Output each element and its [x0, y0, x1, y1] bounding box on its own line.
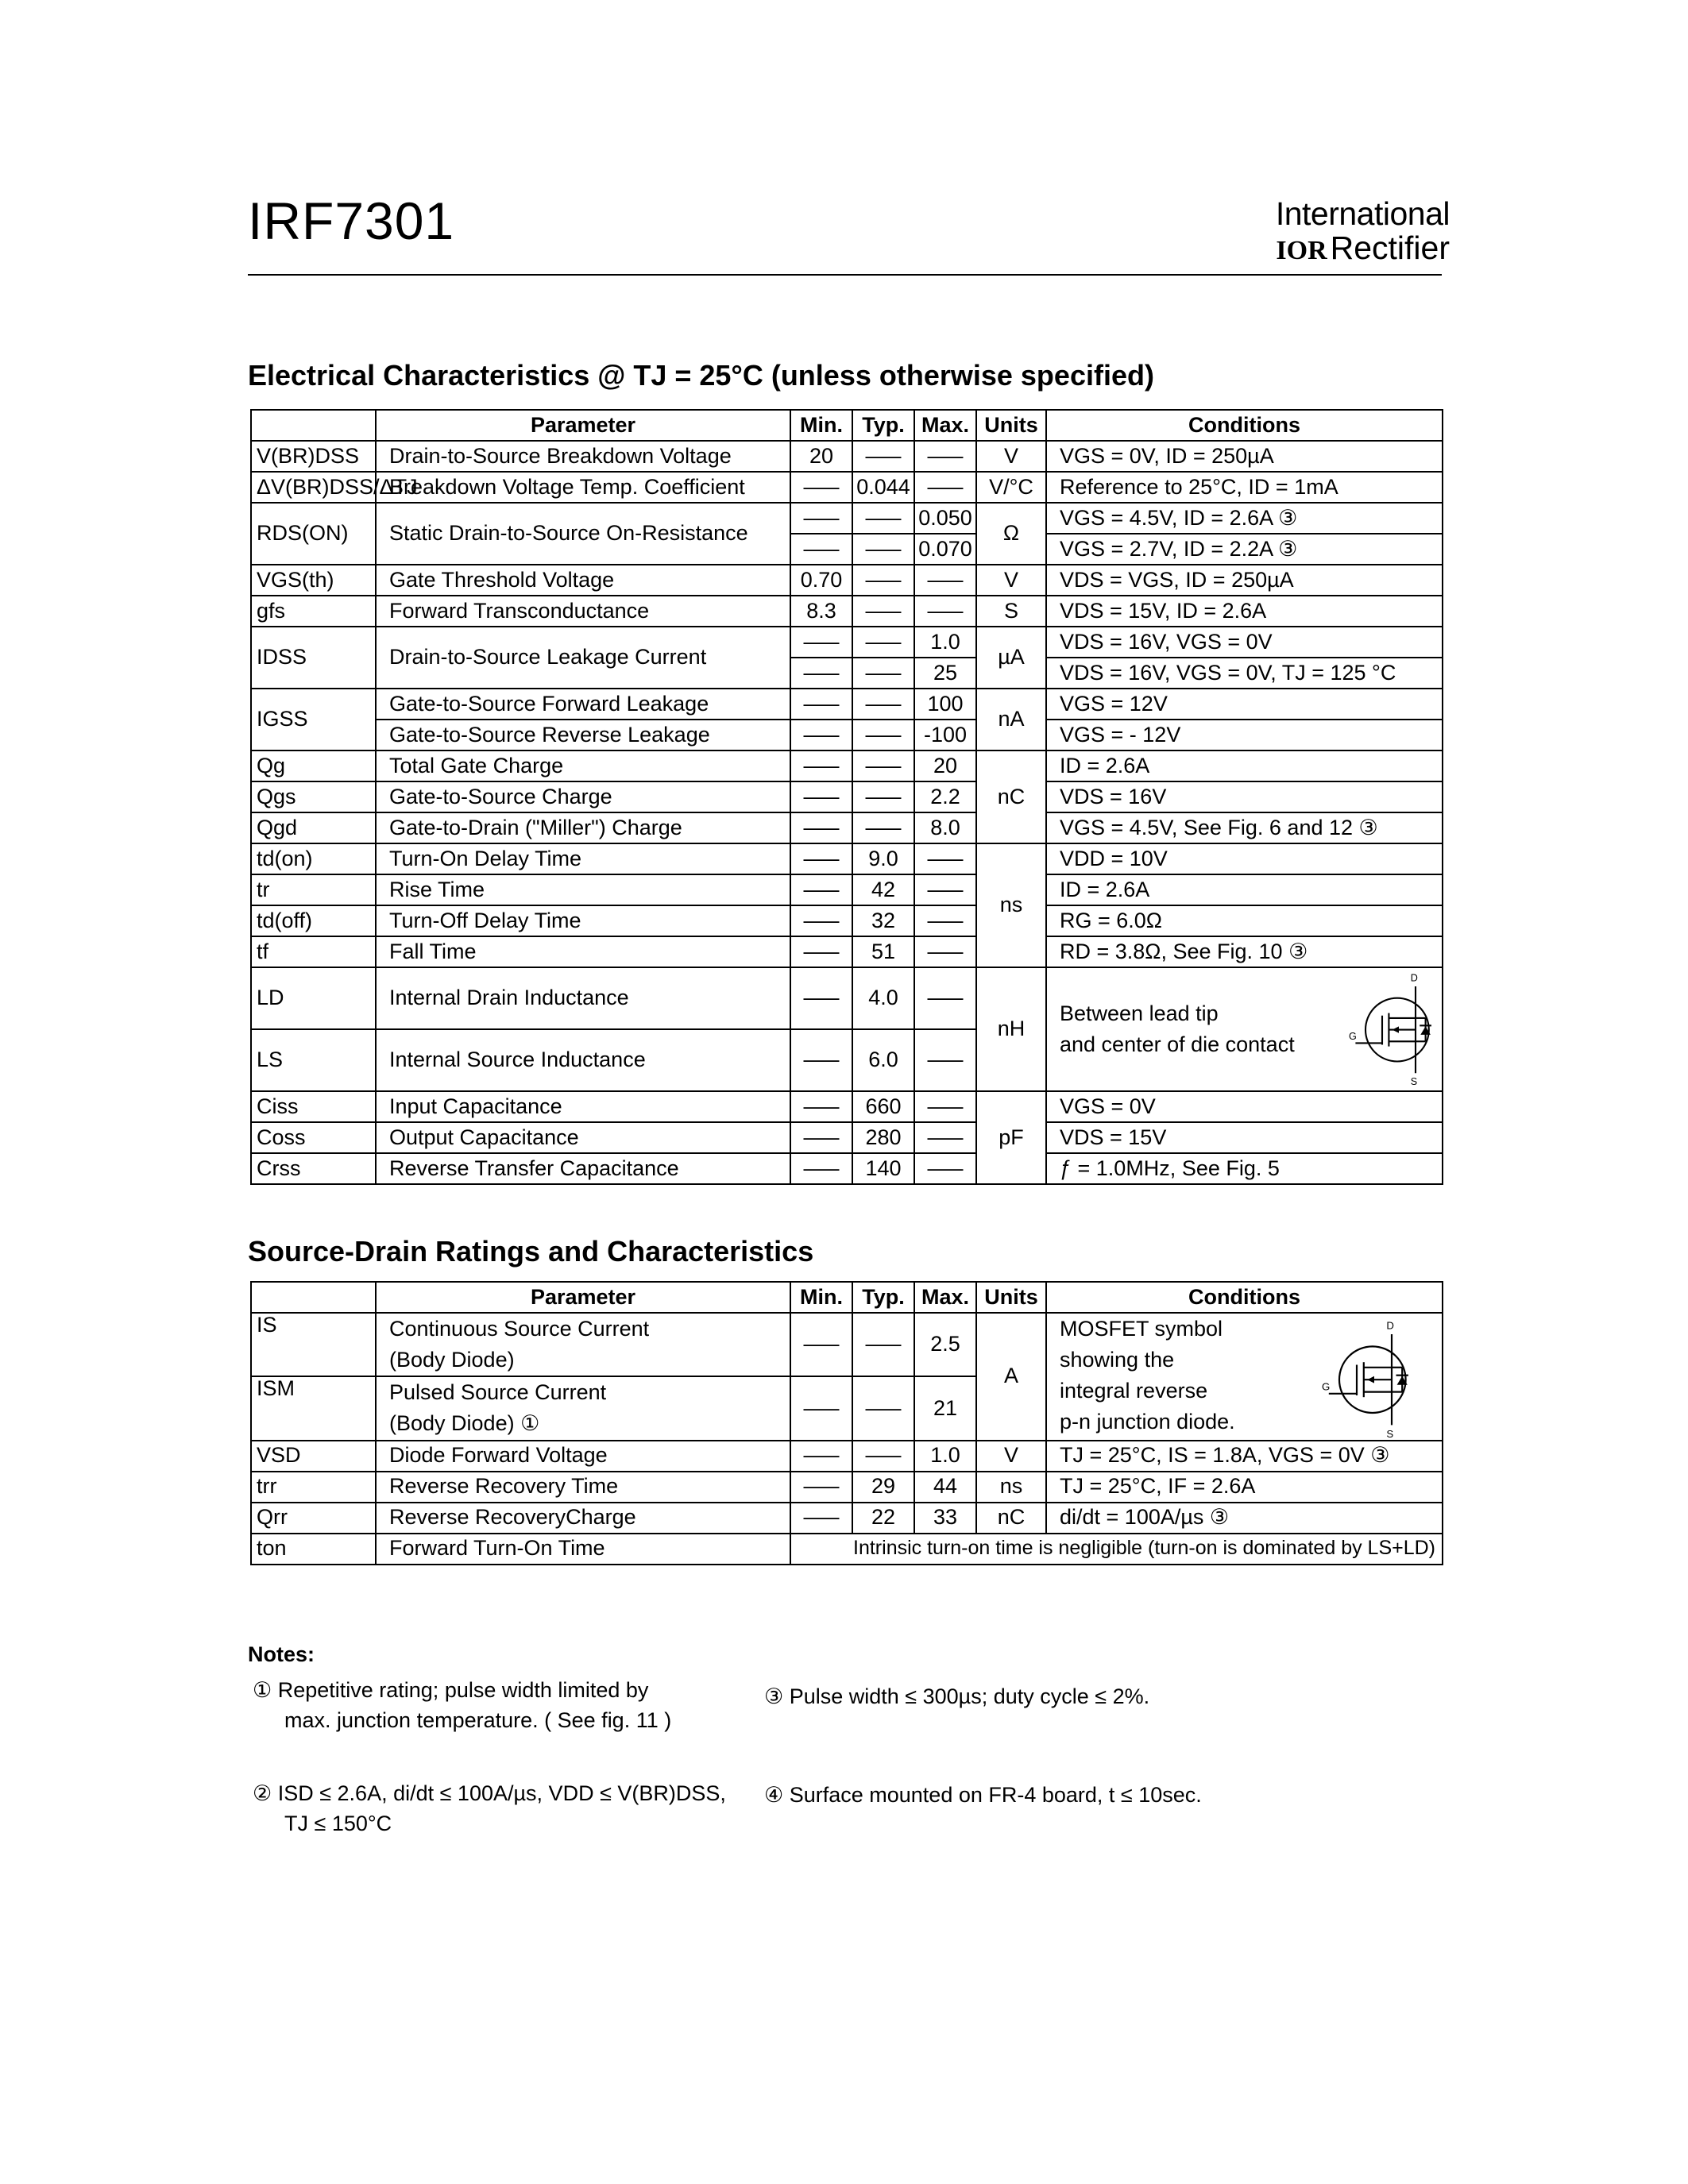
min-cell: ––– [790, 874, 852, 905]
typ-cell: 42 [852, 874, 914, 905]
max-cell: ––– [914, 441, 976, 472]
max-cell: 21 [914, 1376, 976, 1440]
typ-cell: ––– [852, 1441, 914, 1472]
symbol-cell: IDSS [251, 627, 376, 689]
min-cell: ––– [790, 936, 852, 967]
company-logo [1259, 197, 1450, 265]
table-row [251, 1441, 1443, 1472]
source-drain-table [250, 1281, 1443, 1565]
max-cell: ––– [914, 936, 976, 967]
min-cell: ––– [790, 781, 852, 812]
column-header: Units [976, 410, 1046, 441]
table-row [251, 1534, 1443, 1565]
conditions-cell: VGS = 12V [1046, 689, 1443, 720]
column-header [251, 410, 376, 441]
table-row [251, 905, 1443, 936]
max-cell: 2.2 [914, 781, 976, 812]
mosfet-conditions-line: MOSFET symbol [1060, 1317, 1223, 1341]
symbol-cell: ton [251, 1534, 376, 1565]
table-row [251, 1472, 1443, 1503]
min-cell: ––– [790, 1472, 852, 1503]
typ-cell: ––– [852, 720, 914, 751]
min-cell: ––– [790, 1441, 852, 1472]
table-row [251, 503, 1443, 534]
min-cell: ––– [790, 1122, 852, 1153]
mosfet-conditions-line: integral reverse [1060, 1379, 1208, 1403]
conditions-cell: VDS = 15V [1046, 1122, 1443, 1153]
column-header: Parameter [376, 410, 790, 441]
min-cell: ––– [790, 627, 852, 658]
parameter-cell: Gate-to-Source Forward Leakage [376, 689, 790, 720]
typ-cell: 6.0 [852, 1029, 914, 1091]
svg-text:S: S [1386, 1427, 1394, 1439]
min-cell: 8.3 [790, 596, 852, 627]
table-row [251, 781, 1443, 812]
symbol-cell: Qgd [251, 812, 376, 843]
column-header: Min. [790, 410, 852, 441]
symbol-cell: tr [251, 874, 376, 905]
parameter-cell: Rise Time [376, 874, 790, 905]
typ-cell: ––– [852, 441, 914, 472]
min-cell: ––– [790, 720, 852, 751]
table-row [251, 627, 1443, 658]
parameter-cell: Gate-to-Source Charge [376, 781, 790, 812]
min-cell: ––– [790, 812, 852, 843]
note-1-line-2: max. junction temperature. ( See fig. 11 ) [284, 1707, 672, 1732]
parameter-cell [376, 1376, 790, 1440]
typ-cell: ––– [852, 627, 914, 658]
parameter-cell: Forward Turn-On Time [376, 1534, 790, 1565]
typ-cell: 280 [852, 1122, 914, 1153]
parameter-line-2: (Body Diode) [389, 1348, 515, 1372]
column-header: Parameter [376, 1282, 790, 1313]
max-cell: ––– [914, 843, 976, 874]
parameter-cell: Gate Threshold Voltage [376, 565, 790, 596]
min-cell: 20 [790, 441, 852, 472]
typ-cell: ––– [852, 751, 914, 781]
source-drain-table-body [251, 1282, 1443, 1565]
parameter-line-1: Continuous Source Current [389, 1317, 650, 1341]
conditions-cell: ƒ = 1.0MHz, See Fig. 5 [1046, 1153, 1443, 1184]
units-cell: V/°C [976, 472, 1046, 503]
max-cell: 20 [914, 751, 976, 781]
units-cell: S [976, 596, 1046, 627]
logo-line-2 [1259, 231, 1450, 265]
typ-cell: ––– [852, 658, 914, 689]
max-cell: ––– [914, 967, 976, 1029]
column-header [251, 1282, 376, 1313]
symbol-cell: VGS(th) [251, 565, 376, 596]
min-cell: ––– [790, 658, 852, 689]
conditions-cell: VDD = 10V [1046, 843, 1443, 874]
table-row [251, 843, 1443, 874]
conditions-cell: VGS = 4.5V, See Fig. 6 and 12 ③ [1046, 812, 1443, 843]
min-cell: ––– [790, 534, 852, 565]
max-cell: 100 [914, 689, 976, 720]
parameter-cell: Input Capacitance [376, 1091, 790, 1122]
parameter-cell: Breakdown Voltage Temp. Coefficient [376, 472, 790, 503]
note-1 [253, 1676, 729, 1736]
symbol-cell: RDS(ON) [251, 503, 376, 565]
symbol-cell: trr [251, 1472, 376, 1503]
typ-cell: ––– [852, 1376, 914, 1440]
column-header: Typ. [852, 1282, 914, 1313]
parameter-cell: Reverse Recovery Time [376, 1472, 790, 1503]
parameter-cell: Turn-On Delay Time [376, 843, 790, 874]
table-row [251, 812, 1443, 843]
symbol-cell: Coss [251, 1122, 376, 1153]
typ-cell: 29 [852, 1472, 914, 1503]
symbol-cell: Crss [251, 1153, 376, 1184]
typ-cell: 660 [852, 1091, 914, 1122]
units-cell: pF [976, 1091, 1046, 1184]
parameter-cell: Total Gate Charge [376, 751, 790, 781]
units-cell: nA [976, 689, 1046, 751]
symbol-cell: VSD [251, 1441, 376, 1472]
max-cell: 1.0 [914, 627, 976, 658]
max-cell: 25 [914, 658, 976, 689]
table-row [251, 874, 1443, 905]
max-cell: 0.050 [914, 503, 976, 534]
typ-cell: ––– [852, 503, 914, 534]
max-cell: 1.0 [914, 1441, 976, 1472]
units-cell: nC [976, 1503, 1046, 1534]
max-cell: ––– [914, 565, 976, 596]
typ-cell: 22 [852, 1503, 914, 1534]
conditions-cell: VDS = 16V, VGS = 0V, TJ = 125 °C [1046, 658, 1443, 689]
symbol-cell: td(off) [251, 905, 376, 936]
symbol-cell: LS [251, 1029, 376, 1091]
symbol-cell: ΔV(BR)DSS/ΔTJ [251, 472, 376, 503]
max-cell: 33 [914, 1503, 976, 1534]
table-header-row [251, 1282, 1443, 1313]
parameter-cell: Reverse RecoveryCharge [376, 1503, 790, 1534]
symbol-cell: Qgs [251, 781, 376, 812]
min-cell: 0.70 [790, 565, 852, 596]
min-cell: ––– [790, 843, 852, 874]
svg-text:G: G [1322, 1380, 1331, 1393]
typ-cell: 32 [852, 905, 914, 936]
note-2-line-1: ② ISD ≤ 2.6A, di/dt ≤ 100A/µs, VDD ≤ V(BR)DSS, [253, 1781, 726, 1805]
parameter-cell: Turn-Off Delay Time [376, 905, 790, 936]
table-row [251, 1503, 1443, 1534]
typ-cell: 140 [852, 1153, 914, 1184]
typ-cell: ––– [852, 812, 914, 843]
max-cell: ––– [914, 1091, 976, 1122]
conditions-cell: VDS = 16V [1046, 781, 1443, 812]
symbol-cell: ISM [251, 1376, 376, 1440]
max-cell: ––– [914, 874, 976, 905]
typ-cell: 4.0 [852, 967, 914, 1029]
units-cell: Ω [976, 503, 1046, 565]
symbol-cell: IS [251, 1313, 376, 1376]
note-2 [253, 1779, 729, 1839]
min-cell: ––– [790, 1029, 852, 1091]
table-row [251, 472, 1443, 503]
conditions-cell: TJ = 25°C, IS = 1.8A, VGS = 0V ③ [1046, 1441, 1443, 1472]
units-cell: nC [976, 751, 1046, 843]
max-cell: ––– [914, 472, 976, 503]
max-cell: 8.0 [914, 812, 976, 843]
min-cell: ––– [790, 1503, 852, 1534]
parameter-cell: Gate-to-Drain ("Miller") Charge [376, 812, 790, 843]
units-cell: V [976, 565, 1046, 596]
units-cell: V [976, 441, 1046, 472]
conditions-line-1: Between lead tip [1060, 1001, 1219, 1025]
units-cell: V [976, 1441, 1046, 1472]
symbol-cell: LD [251, 967, 376, 1029]
symbol-cell: Qg [251, 751, 376, 781]
typ-cell: ––– [852, 781, 914, 812]
symbol-cell: td(on) [251, 843, 376, 874]
column-header: Conditions [1046, 410, 1443, 441]
table-row [251, 1313, 1443, 1376]
symbol-cell: gfs [251, 596, 376, 627]
table-row [251, 936, 1443, 967]
parameter-cell: Output Capacitance [376, 1122, 790, 1153]
parameter-cell: Fall Time [376, 936, 790, 967]
logo-line-1: International [1275, 195, 1450, 232]
conditions-cell: di/dt = 100A/µs ③ [1046, 1503, 1443, 1534]
source-drain-title: Source-Drain Ratings and Characteristics [248, 1235, 814, 1268]
table-row [251, 1153, 1443, 1184]
table-row [251, 441, 1443, 472]
units-cell: µA [976, 627, 1046, 689]
units-cell: ns [976, 843, 1046, 967]
max-cell: 0.070 [914, 534, 976, 565]
table-row [251, 689, 1443, 720]
column-header: Units [976, 1282, 1046, 1313]
units-cell: nH [976, 967, 1046, 1091]
mosfet-symbol-icon [1349, 970, 1441, 1086]
conditions-cell: VDS = 16V, VGS = 0V [1046, 627, 1443, 658]
notes-title: Notes: [248, 1642, 315, 1666]
mosfet-conditions-line: showing the [1060, 1348, 1175, 1372]
column-header: Conditions [1046, 1282, 1443, 1313]
max-cell: ––– [914, 596, 976, 627]
typ-cell: ––– [852, 534, 914, 565]
parameter-cell: Diode Forward Voltage [376, 1441, 790, 1472]
svg-text:S: S [1410, 1075, 1417, 1086]
conditions-cell: Intrinsic turn-on time is negligible (turn-on is dominated by LS+LD) [790, 1534, 1443, 1565]
conditions-cell: VDS = 15V, ID = 2.6A [1046, 596, 1443, 627]
min-cell: ––– [790, 1313, 852, 1376]
min-cell: ––– [790, 503, 852, 534]
column-header: Max. [914, 410, 976, 441]
conditions-cell: ID = 2.6A [1046, 874, 1443, 905]
parameter-cell: Static Drain-to-Source On-Resistance [376, 503, 790, 565]
conditions-cell: RD = 3.8Ω, See Fig. 10 ③ [1046, 936, 1443, 967]
min-cell: ––– [790, 1091, 852, 1122]
units-cell: A [976, 1313, 1046, 1441]
part-number: IRF7301 [248, 191, 455, 250]
conditions-cell: VGS = 2.7V, ID = 2.2A ③ [1046, 534, 1443, 565]
note-1-line-1: ① Repetitive rating; pulse width limited by [253, 1678, 649, 1702]
mosfet-symbol-wrapper [1322, 1317, 1418, 1445]
column-header: Typ. [852, 410, 914, 441]
max-cell: -100 [914, 720, 976, 751]
mosfet-symbol-icon [1322, 1317, 1418, 1439]
symbol-cell: Ciss [251, 1091, 376, 1122]
mosfet-symbol-wrapper [1349, 970, 1441, 1092]
units-cell: ns [976, 1472, 1046, 1503]
typ-cell: ––– [852, 1313, 914, 1376]
max-cell: 2.5 [914, 1313, 976, 1376]
parameter-line-2: (Body Diode) ① [389, 1411, 540, 1436]
electrical-characteristics-table [250, 409, 1443, 1185]
conditions-cell: RG = 6.0Ω [1046, 905, 1443, 936]
mosfet-conditions-line: p-n junction diode. [1060, 1410, 1235, 1434]
parameter-cell: Internal Drain Inductance [376, 967, 790, 1029]
symbol-cell: tf [251, 936, 376, 967]
conditions-cell: VGS = - 12V [1046, 720, 1443, 751]
note-2-line-2: TJ ≤ 150°C [284, 1811, 392, 1835]
svg-text:D: D [1410, 972, 1418, 984]
max-cell: 44 [914, 1472, 976, 1503]
note-4: ④ Surface mounted on FR-4 board, t ≤ 10sec. [764, 1783, 1202, 1807]
conditions-cell: VGS = 0V [1046, 1091, 1443, 1122]
parameter-cell: Forward Transconductance [376, 596, 790, 627]
parameter-cell: Reverse Transfer Capacitance [376, 1153, 790, 1184]
min-cell: ––– [790, 905, 852, 936]
min-cell: ––– [790, 689, 852, 720]
parameter-cell: Gate-to-Source Reverse Leakage [376, 720, 790, 751]
max-cell: ––– [914, 905, 976, 936]
table-row [251, 751, 1443, 781]
conditions-cell: ID = 2.6A [1046, 751, 1443, 781]
conditions-cell [1046, 1313, 1443, 1441]
note-3: ③ Pulse width ≤ 300µs; duty cycle ≤ 2%. [764, 1684, 1150, 1708]
table-row [251, 720, 1443, 751]
logo-line-2-text: Rectifier [1330, 230, 1450, 267]
parameter-cell [376, 1313, 790, 1376]
table-row [251, 565, 1443, 596]
electrical-characteristics-title: Electrical Characteristics @ TJ = 25°C (unless otherwise specified) [248, 359, 1154, 392]
typ-cell: 51 [852, 936, 914, 967]
table-header-row [251, 410, 1443, 441]
typ-cell: ––– [852, 596, 914, 627]
max-cell: ––– [914, 1029, 976, 1091]
max-cell: ––– [914, 1153, 976, 1184]
parameter-line-1: Pulsed Source Current [389, 1380, 607, 1405]
logo-mark: IOR [1276, 236, 1327, 266]
max-cell: ––– [914, 1122, 976, 1153]
conditions-cell: Reference to 25°C, ID = 1mA [1046, 472, 1443, 503]
svg-text:G: G [1348, 1031, 1357, 1043]
typ-cell: 9.0 [852, 843, 914, 874]
min-cell: ––– [790, 1153, 852, 1184]
header-divider [248, 274, 1442, 276]
typ-cell: ––– [852, 689, 914, 720]
column-header: Max. [914, 1282, 976, 1313]
table-row [251, 1091, 1443, 1122]
svg-text:D: D [1386, 1319, 1394, 1332]
typ-cell: 0.044 [852, 472, 914, 503]
conditions-cell: TJ = 25°C, IF = 2.6A [1046, 1472, 1443, 1503]
typ-cell: ––– [852, 565, 914, 596]
table-row [251, 967, 1443, 1029]
table-row [251, 596, 1443, 627]
min-cell: ––– [790, 751, 852, 781]
min-cell: ––– [790, 472, 852, 503]
table-row [251, 1122, 1443, 1153]
electrical-table-body [251, 410, 1443, 1184]
symbol-cell: Qrr [251, 1503, 376, 1534]
conditions-cell: VGS = 4.5V, ID = 2.6A ③ [1046, 503, 1443, 534]
conditions-cell: VDS = VGS, ID = 250µA [1046, 565, 1443, 596]
parameter-cell: Drain-to-Source Breakdown Voltage [376, 441, 790, 472]
conditions-cell: VGS = 0V, ID = 250µA [1046, 441, 1443, 472]
parameter-cell: Internal Source Inductance [376, 1029, 790, 1091]
symbol-cell: V(BR)DSS [251, 441, 376, 472]
conditions-cell [1046, 967, 1443, 1091]
column-header: Min. [790, 1282, 852, 1313]
conditions-line-2: and center of die contact [1060, 1032, 1295, 1056]
min-cell: ––– [790, 1376, 852, 1440]
min-cell: ––– [790, 967, 852, 1029]
symbol-cell: IGSS [251, 689, 376, 751]
parameter-cell: Drain-to-Source Leakage Current [376, 627, 790, 689]
